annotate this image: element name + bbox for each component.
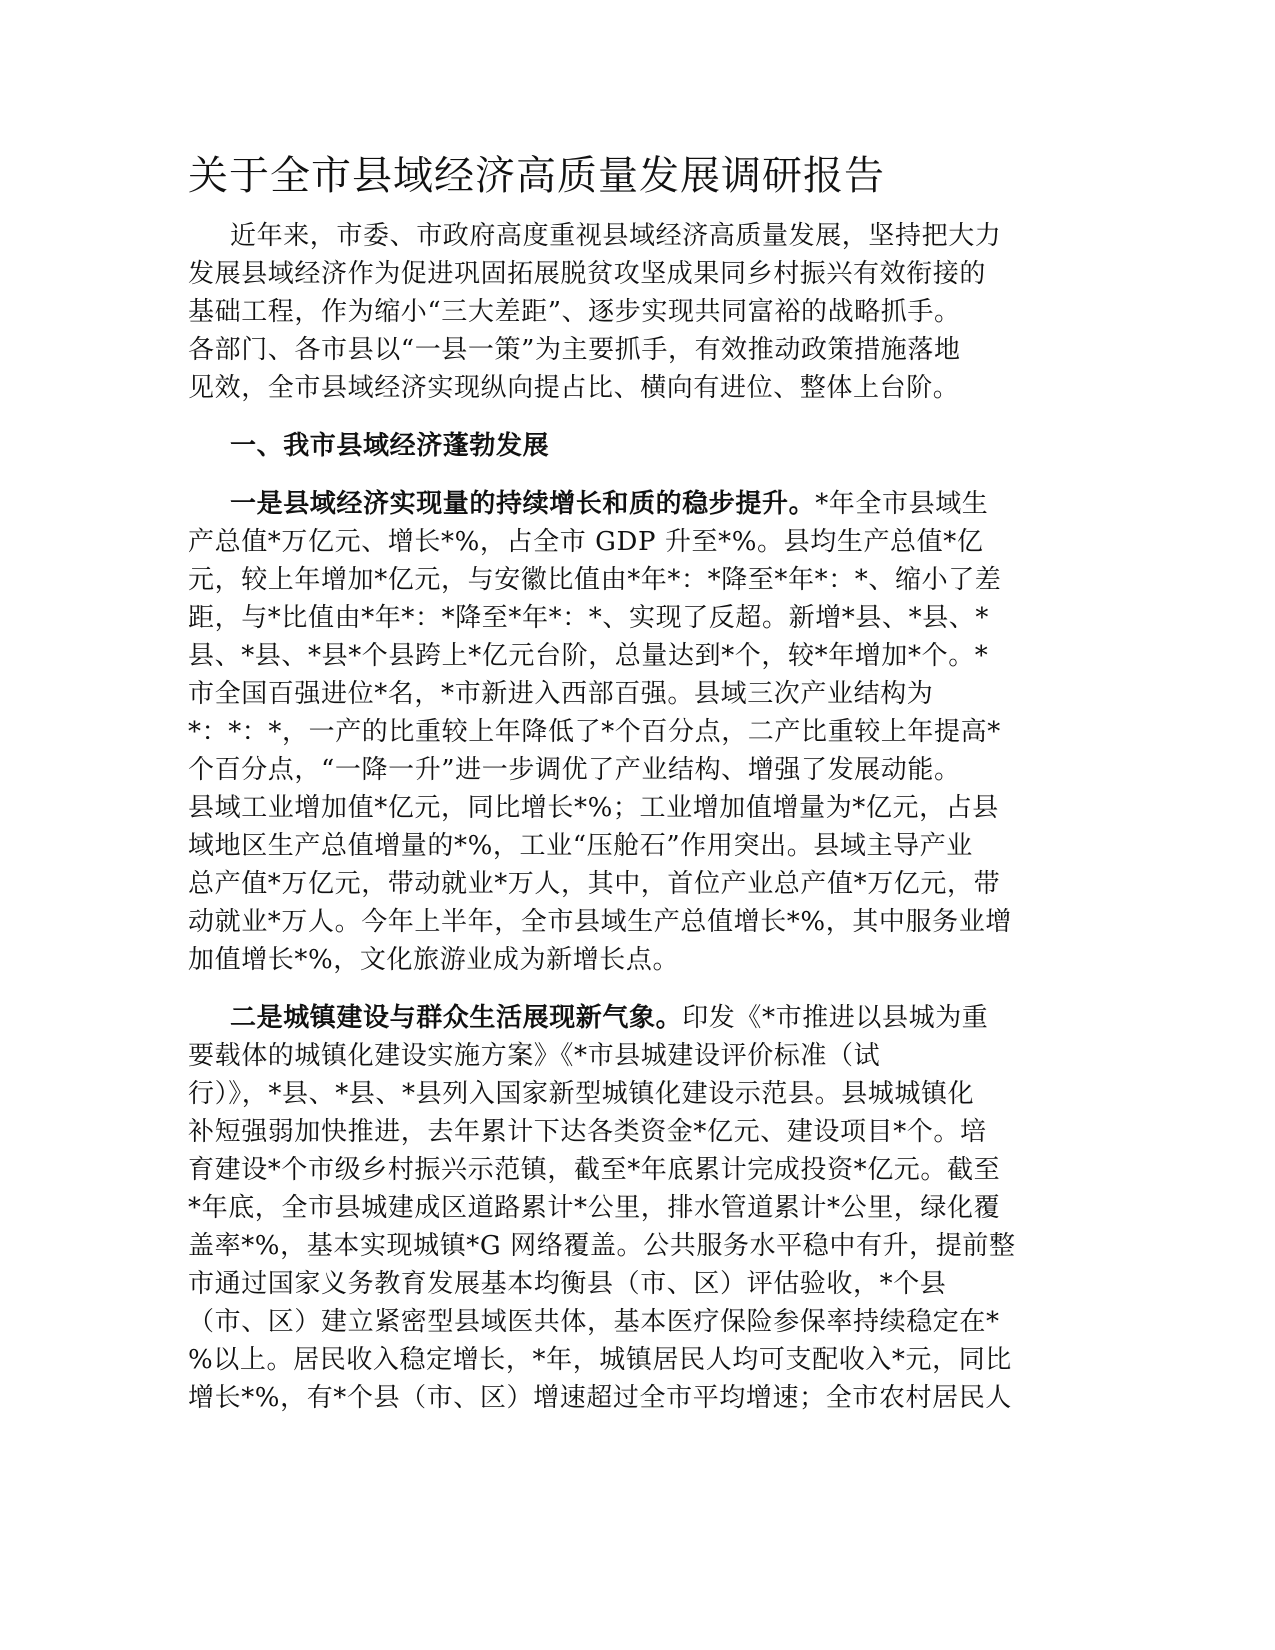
paragraph-line: 产总值*万亿元、增长*%，占全市 GDP 升至*%。县均生产总值*亿 (188, 527, 984, 557)
paragraph-text: *年全市县域生 (815, 489, 989, 519)
paragraph-line: *年底，全市县城建成区道路累计*公里，排水管道累计*公里，绿化覆 (188, 1193, 1001, 1223)
paragraph-line: 县、*县、*县*个县跨上*亿元台阶，总量达到*个，较*年增加*个。* (188, 641, 989, 671)
paragraph-first-line (230, 999, 1088, 1037)
document-title: 关于全市县域经济高质量发展调研报告 (188, 153, 885, 199)
paragraph-line: 距，与*比值由*年*：*降至*年*：*、实现了反超。新增*县、*县、* (188, 603, 990, 633)
paragraph-lead: 一是县域经济实现量的持续增长和质的稳步提升。 (230, 489, 816, 519)
paragraph-line: 补短强弱加快推进，去年累计下达各类资金*亿元、建设项目*个。培 (188, 1117, 987, 1147)
intro-line: 基础工程，作为缩小“三大差距”、逐步实现共同富裕的战略抓手。 (188, 297, 961, 327)
intro-line: 发展县域经济作为促进巩固拓展脱贫攻坚成果同乡村振兴有效衔接的 (188, 259, 987, 289)
intro-line: 见效，全市县域经济实现纵向提占比、横向有进位、整体上台阶。 (188, 373, 960, 403)
paragraph-line: 域地区生产总值增量的*%，工业“压舱石”作用突出。县域主导产业 (188, 831, 973, 861)
paragraph-line: 元，较上年增加*亿元，与安徽比值由*年*：*降至*年*：*、缩小了差 (188, 565, 1002, 595)
paragraph-line: 总产值*万亿元，带动就业*万人，其中，首位产业总产值*万亿元，带 (188, 869, 1001, 899)
paragraph-line: （市、区）建立紧密型县域医共体，基本医疗保险参保率持续稳定在* (188, 1307, 1000, 1337)
paragraph-line: 增长*%，有*个县（市、区）增速超过全市平均增速；全市农村居民人 (188, 1383, 1012, 1413)
paragraph-first-line (230, 485, 1088, 523)
section-heading: 一、我市县域经济蓬勃发展 (230, 431, 550, 461)
paragraph-text: 印发《*市推进以县城为重 (682, 1003, 989, 1033)
intro-line: 近年来，市委、市政府高度重视县域经济高质量发展，坚持把大力 (230, 221, 1002, 251)
paragraph-line: 盖率*%，基本实现城镇*G 网络覆盖。公共服务水平稳中有升，提前整 (188, 1231, 1016, 1261)
paragraph-line: %以上。居民收入稳定增长，*年，城镇居民人均可支配收入*元，同比 (188, 1345, 1012, 1375)
paragraph-line: 市通过国家义务教育发展基本均衡县（市、区）评估验收，*个县 (188, 1269, 947, 1299)
paragraph-line: 行）》，*县、*县、*县列入国家新型城镇化建设示范县。县城城镇化 (188, 1079, 975, 1109)
paragraph-line: 要载体的城镇化建设实施方案》《*市县城建设评价标准（试 (188, 1041, 881, 1071)
paragraph-line: *：*：*，一产的比重较上年降低了*个百分点，二产比重较上年提高* (188, 717, 1001, 747)
paragraph-line: 县域工业增加值*亿元，同比增长*%；工业增加值增量为*亿元，占县 (188, 793, 999, 823)
paragraph-line: 加值增长*%，文化旅游业成为新增长点。 (188, 945, 680, 975)
paragraph-line: 市全国百强进位*名，*市新进入西部百强。县域三次产业结构为 (188, 679, 934, 709)
intro-line: 各部门、各市县以“一县一策”为主要抓手，有效推动政策措施落地 (188, 335, 961, 365)
paragraph-line: 育建设*个市级乡村振兴示范镇，截至*年底累计完成投资*亿元。截至 (188, 1155, 1001, 1185)
paragraph-line: 个百分点，“一降一升”进一步调优了产业结构、增强了发展动能。 (188, 755, 961, 785)
paragraph-lead: 二是城镇建设与群众生活展现新气象。 (230, 1003, 683, 1033)
paragraph-line: 动就业*万人。今年上半年，全市县域生产总值增长*%，其中服务业增 (188, 907, 1012, 937)
